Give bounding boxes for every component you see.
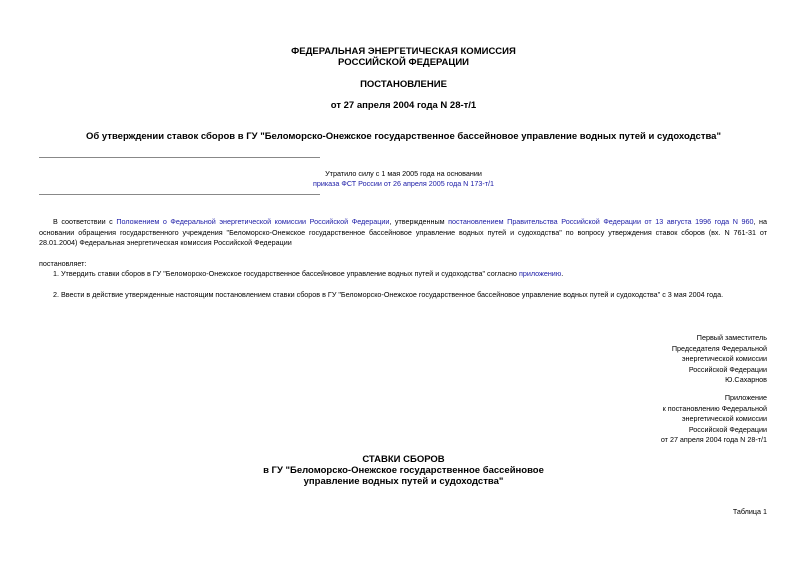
separator-top [39, 157, 320, 158]
appendix-reference [500, 393, 767, 446]
document-type: ПОСТАНОВЛЕНИЕ [360, 79, 447, 90]
signature-line-1: Первый заместитель [696, 333, 767, 342]
appendix-title-line3: управление водных путей и судоходства" [303, 476, 504, 487]
appendix-ref-line-1: Приложение [724, 393, 767, 402]
decree-intro: постановляет: [39, 259, 87, 268]
status-note-link-line [0, 179, 807, 189]
preamble-text-2: , утвержденным [389, 217, 449, 226]
regulation-link[interactable]: Положением о Федеральной энергетической комиссии Российской Федерации [116, 217, 390, 226]
decree-item-1 [53, 269, 767, 280]
signature-line-2: Председателя Федеральной [671, 343, 767, 353]
appendix-ref-line-5: от 27 апреля 2004 года N 28-т/1 [660, 435, 767, 445]
government-decree-link[interactable]: постановлением Правительства Российской Федерации от 13 августа 1996 года N 960 [448, 217, 754, 226]
signature-line-5: Ю.Сахарнов [725, 375, 767, 385]
document-title: Об утверждении ставок сборов в ГУ "Беломорско-Онежское государственное бассейновое управление водных путей и судоходства" [86, 131, 721, 142]
separator-bottom [39, 194, 320, 195]
appendix-link[interactable]: приложению [518, 269, 562, 278]
appendix-ref-line-2: к постановлению Федеральной [662, 403, 767, 413]
appendix-title-line1: СТАВКИ СБОРОВ [362, 454, 445, 465]
commission-name-line2: РОССИЙСКОЙ ФЕДЕРАЦИИ [337, 57, 469, 68]
repeal-order-link[interactable]: приказа ФСТ России от 26 апреля 2005 года N 173-т/1 [312, 179, 495, 188]
signature-block [500, 333, 767, 386]
signature-line-4: Российской Федерации [688, 364, 767, 374]
commission-name-line1: ФЕДЕРАЛЬНАЯ ЭНЕРГЕТИЧЕСКАЯ КОМИССИЯ [291, 46, 516, 57]
preamble-paragraph [39, 217, 767, 249]
appendix-title-line2: в ГУ "Беломорско-Онежское государственное бассейновое [263, 465, 544, 476]
preamble-text-1: В соответствии с [53, 217, 117, 226]
decree-item-2: 2. Ввести в действие утвержденные настоящим постановлением ставки сборов в ГУ "Беломорско-Онежское государственное бассейновое управление водных путей и судоходства" с 3 мая 2004 года. [53, 290, 724, 299]
decree-item-1-text: 1. Утвердить ставки сборов в ГУ "Беломорско-Онежское государственное бассейновое управление водных путей и судоходства" согласно [53, 269, 519, 278]
document-date-number: от 27 апреля 2004 года N 28-т/1 [330, 100, 477, 111]
appendix-ref-line-3: энергетической комиссии [681, 414, 767, 424]
appendix-ref-line-4: Российской Федерации [688, 424, 767, 434]
status-note-text: Утратило силу с 1 мая 2005 года на основании [325, 169, 482, 178]
table-label: Таблица 1 [732, 507, 767, 516]
signature-line-3: энергетической комиссии [681, 354, 767, 364]
preamble-text-3: , на основании обращения государственного учреждения "Беломорско-Онежское государственное бассейновое управление водных путей и судоходства" по вопросу утверждения ставок сборов (вх. N 761-31 от 28.01.2004) Федеральная энергетическая комиссия Российской Федерации [39, 217, 767, 247]
decree-item-1-end: . [561, 269, 564, 278]
